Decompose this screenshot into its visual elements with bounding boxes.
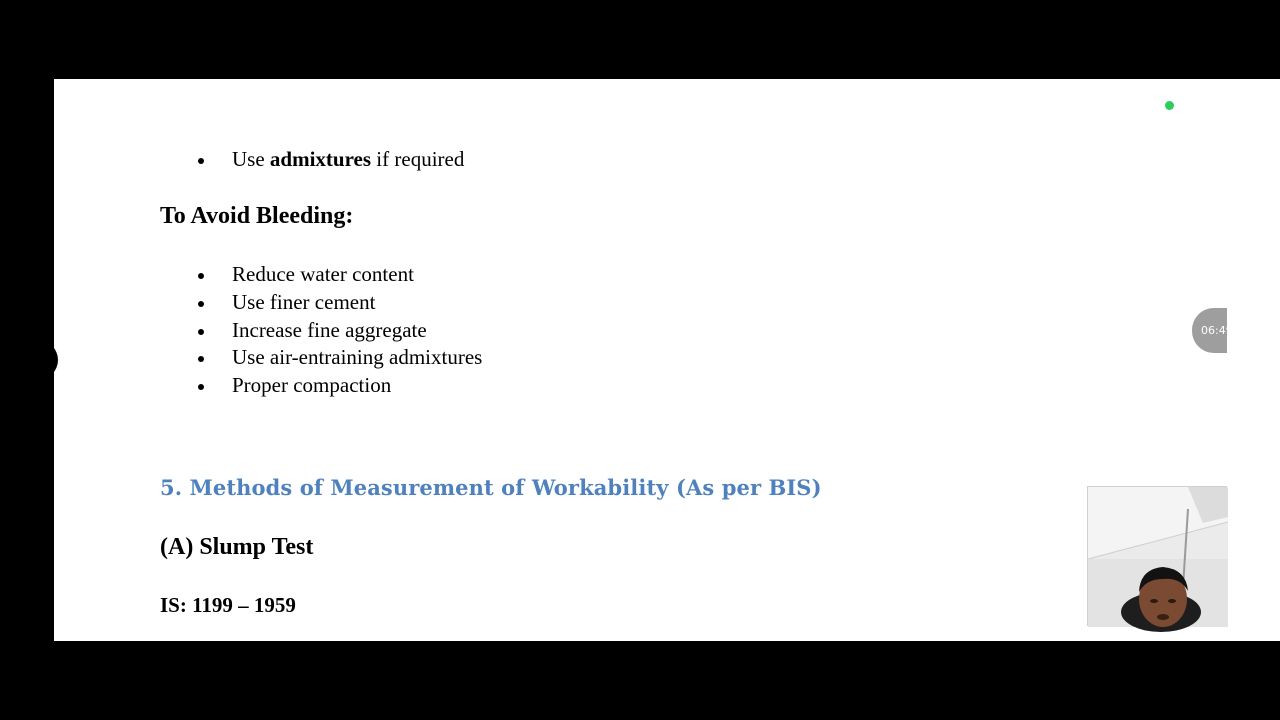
list-item	[195, 261, 482, 289]
list-item-prefix: Use	[232, 147, 270, 171]
list-item	[195, 289, 482, 317]
list-item	[195, 317, 482, 345]
list-item-text: Use finer cement	[232, 289, 376, 314]
bullet-icon	[198, 301, 204, 307]
list-item-text: Proper compaction	[232, 373, 392, 398]
list-item	[195, 344, 482, 372]
list-item-text: Increase fine aggregate	[232, 317, 427, 342]
bullet-icon	[198, 329, 204, 335]
bleeding-list	[195, 261, 482, 400]
list-item-suffix: if required	[371, 147, 465, 171]
webcam-preview[interactable]	[1087, 486, 1227, 626]
admixture-list	[195, 146, 464, 174]
list-item-text: Use air-entraining admixtures	[232, 345, 483, 370]
list-item-bold: admixtures	[269, 147, 372, 171]
is-code-reference: IS: 1199 – 1959	[160, 593, 296, 617]
bleeding-heading: To Avoid Bleeding:	[160, 203, 354, 229]
green-dot-icon	[1165, 101, 1174, 110]
slump-test-heading: (A) Slump Test	[160, 534, 314, 560]
bullet-icon	[198, 356, 204, 362]
floating-timer-bubble[interactable]	[1192, 308, 1233, 353]
section-heading: 5. Methods of Measurement of Workability (As per BIS)	[160, 475, 822, 500]
bullet-icon	[198, 273, 204, 279]
bullet-icon	[198, 158, 204, 164]
list-item	[195, 146, 464, 174]
bullet-icon	[198, 384, 204, 390]
webcam-image	[1088, 487, 1228, 627]
timer-text: 06:49	[1201, 324, 1233, 337]
list-item-text: Reduce water content	[232, 262, 414, 286]
list-item	[195, 372, 482, 400]
